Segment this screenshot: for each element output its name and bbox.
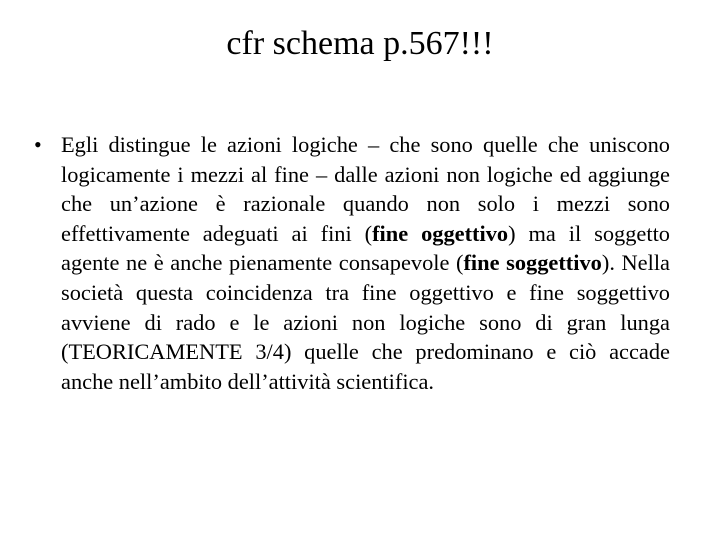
paragraph-text-part3: ). Nella società questa coincidenza tra fine oggettivo e fine soggettivo avviene di rado e le azioni non logiche sono di gran lunga (TEORICAMENTE 3/4) quelle che predominano e ciò accade anche nell’ambito dell’attività scientifica. [61, 250, 670, 394]
paragraph-bold-fine-oggettivo: fine oggettivo [372, 220, 509, 246]
paragraph-text-part1: Egli distingue le azioni logiche – che sono quelle che uniscono logicamente i mezzi al fine – dalle azioni non logiche ed aggiunge che un’azione è razionale quando non solo i mezzi sono effettivamente adeguati ai fini ( [61, 132, 670, 246]
paragraph-bold-fine-soggettivo: fine soggettivo [463, 250, 602, 276]
bullet-item [34, 130, 670, 396]
bullet-marker: • [34, 132, 42, 157]
paragraph-text-part2: ) ma il soggetto agente ne è anche pienamente consapevole ( [61, 220, 670, 276]
bullet-paragraph [61, 130, 670, 396]
slide-title: cfr schema p.567!!! [226, 25, 494, 62]
